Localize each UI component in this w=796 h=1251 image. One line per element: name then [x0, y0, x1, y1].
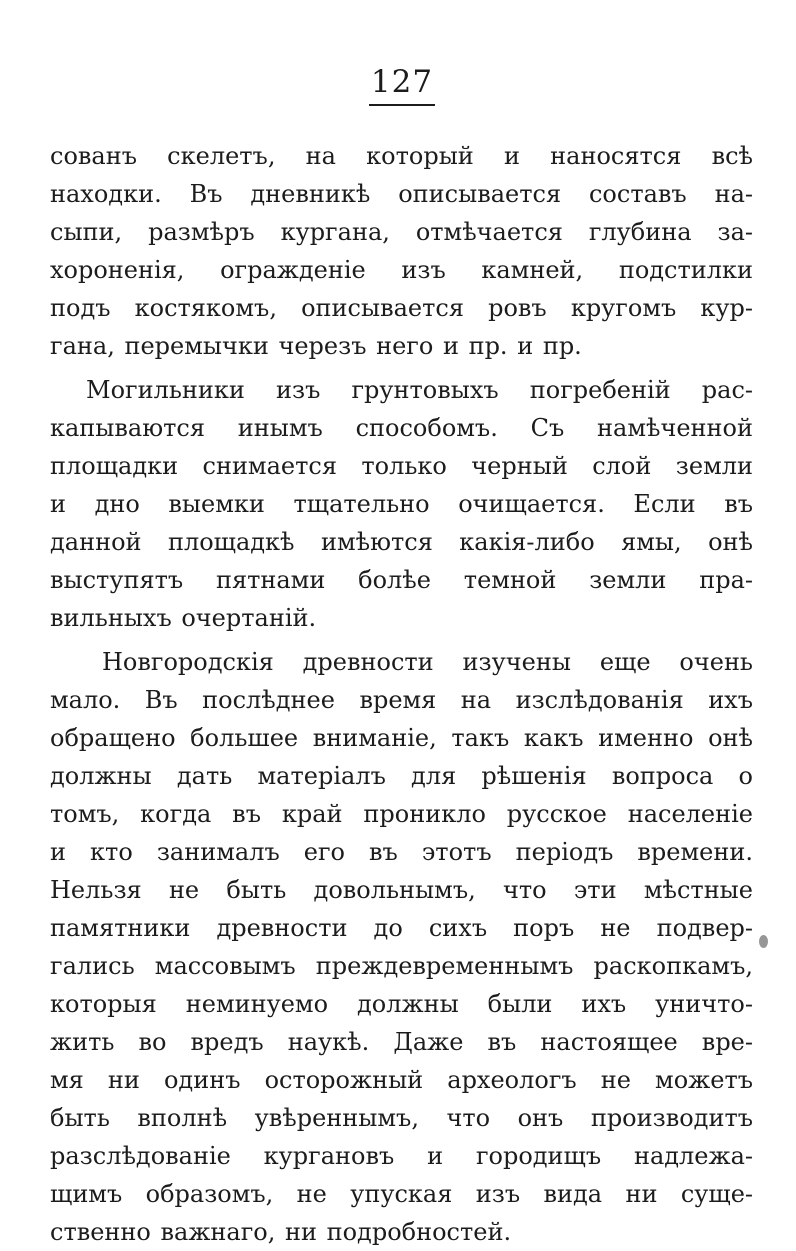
text-line: разслѣдованіе кургановъ и городищъ надлежа- [50, 1142, 753, 1170]
text-line: которыя неминуемо должны были ихъ уничто- [50, 990, 753, 1018]
page-number: 127 [369, 62, 435, 106]
text-line: выступятъ пятнами болѣе темной земли пра- [50, 566, 753, 594]
text-line: вильныхъ очертаній. [50, 604, 317, 632]
paragraph-3 [50, 643, 753, 1251]
text-line: гана, перемычки черезъ него и пр. и пр. [50, 332, 582, 360]
text-line: памятники древности до сихъ поръ не подвер- [50, 914, 753, 942]
text-line: сованъ скелетъ, на который и наносятся всѣ [50, 142, 753, 170]
text-line: ственно важнаго, ни подробностей. [50, 1218, 512, 1246]
text-line: гались массовымъ преждевременнымъ раскопкамъ, [50, 952, 753, 980]
text-line: сыпи, размѣръ кургана, отмѣчается глубина за- [50, 218, 753, 246]
text-line: Нельзя не быть довольнымъ, что эти мѣстные [50, 876, 753, 904]
text-line: томъ, когда въ край проникло русское населеніе [50, 800, 753, 828]
text-line: мало. Въ послѣднее время на изслѣдованія ихъ [50, 686, 753, 714]
text-line: и дно выемки тщательно очищается. Если въ [50, 490, 753, 518]
paragraph-1 [50, 137, 753, 365]
text-line: подъ костякомъ, описывается ровъ кругомъ кур- [50, 294, 753, 322]
paragraph-2 [50, 371, 753, 637]
ink-blot [759, 935, 768, 948]
text-line: щимъ образомъ, не упуская изъ вида ни суще- [50, 1180, 753, 1208]
text-line: хороненія, огражденіе изъ камней, подстилки [50, 256, 753, 284]
text-line: и кто занималъ его въ этотъ періодъ времени. [50, 838, 753, 866]
text-line: находки. Въ дневникѣ описывается составъ на- [50, 180, 753, 208]
text-line: Новгородскія древности изучены еще очень [102, 648, 753, 676]
text-line: капываются инымъ способомъ. Съ намѣченной [50, 414, 753, 442]
text-line: быть вполнѣ увѣреннымъ, что онъ производитъ [50, 1104, 753, 1132]
text-line: должны дать матеріалъ для рѣшенія вопроса о [50, 762, 753, 790]
text-line: площадки снимается только черный слой земли [50, 452, 753, 480]
body-text [50, 137, 753, 1251]
text-line: данной площадкѣ имѣются какія-либо ямы, онѣ [50, 528, 753, 556]
text-line: Могильники изъ грунтовыхъ погребеній рас- [86, 376, 753, 404]
text-line: мя ни одинъ осторожный археологъ не можетъ [50, 1066, 753, 1094]
text-line: обращено большее вниманіе, такъ какъ именно онѣ [50, 724, 753, 752]
text-line: жить во вредъ наукѣ. Даже въ настоящее вре- [50, 1028, 753, 1056]
page-header [0, 62, 796, 106]
